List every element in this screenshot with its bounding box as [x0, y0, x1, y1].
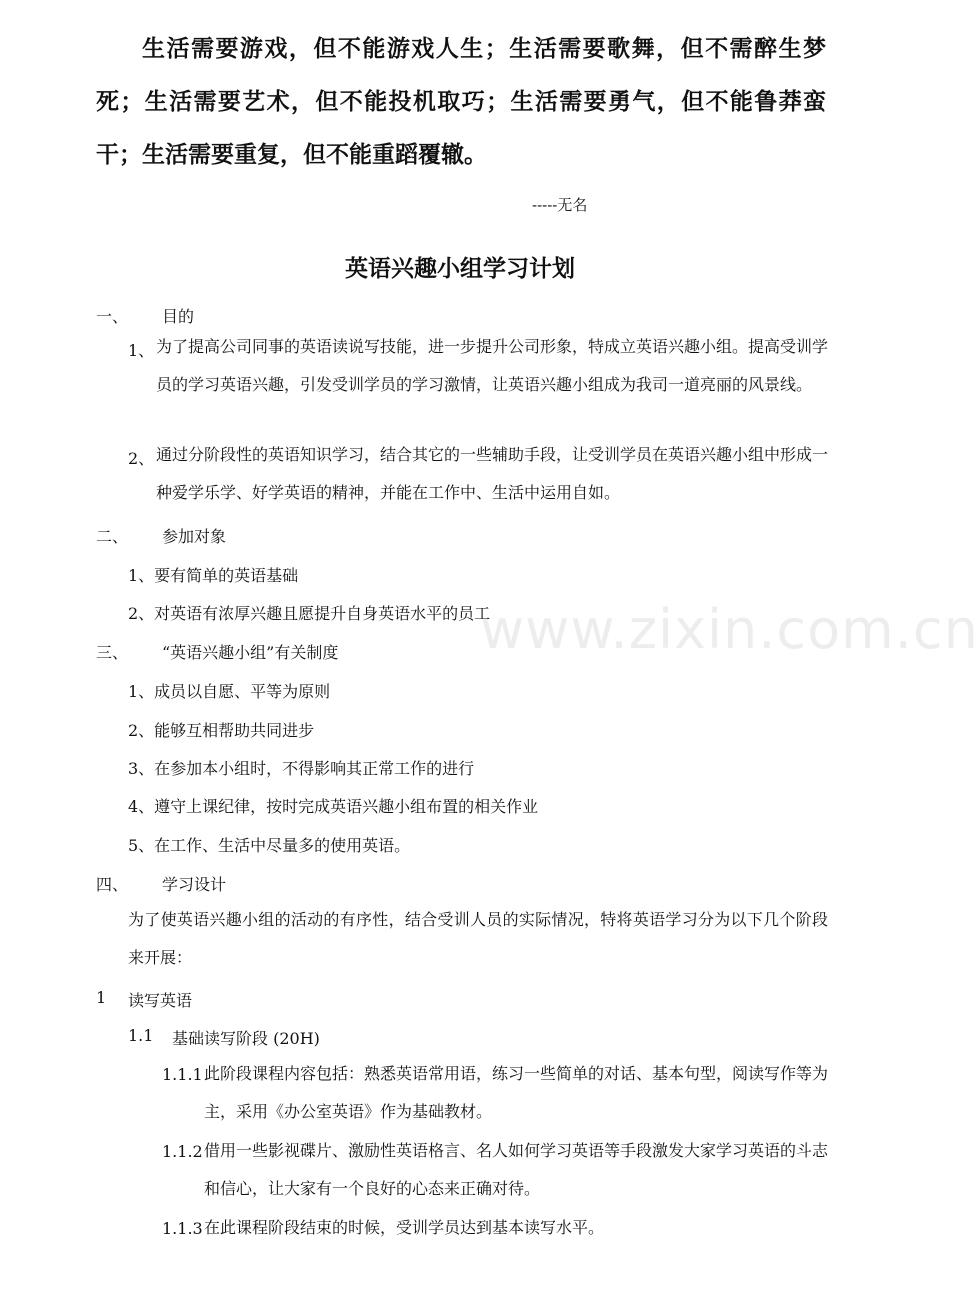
watermark: www.zixin.com.cn [480, 598, 979, 661]
purpose-1-text: 为了提高公司同事的英语读说写技能，进一步提升公司形象，特成立英语兴趣小组。提高受训学员的学习英语兴趣，引发受训学员的学习激情，让英语兴趣小组成为我司一道亮丽的风景线。 [156, 337, 829, 394]
item-1-1-2-text: 借用一些影视碟片、激励性英语格言、名人如何学习英语等手段激发大家学习英语的斗志和信心，让大家有一个良好的心态来正确对待。 [204, 1141, 829, 1198]
section-1-number: 一、 [96, 307, 129, 326]
item-1-1-3-text: 在此课程阶段结束的时候，受训学员达到基本读写水平。 [204, 1218, 605, 1237]
section-3-heading: “英语兴趣小组”有关制度 [162, 643, 339, 662]
section-4-number: 四、 [96, 875, 129, 894]
purpose-2-text: 通过分阶段性的英语知识学习，结合其它的一些辅助手段，让受训学员在英语兴趣小组中形成一种爱学乐学、好学英语的精神，并能在工作中、生活中运用自如。 [156, 445, 829, 502]
epigraph-quote: 生活需要游戏，但不能游戏人生；生活需要歌舞，但不需醉生梦死；生活需要艺术，但不能投机取巧；生活需要勇气，但不能鲁莽蛮干；生活需要重复，但不能重蹈覆辙。 [96, 35, 826, 168]
rule-item: 5、在工作、生活中尽量多的使用英语。 [128, 836, 411, 855]
item-1-1-1-number: 1.1.1 [162, 1065, 203, 1084]
item-1-1-2-number: 1.1.2 [162, 1142, 203, 1161]
section-2-number: 二、 [96, 527, 129, 546]
epigraph-author: -----无名 [532, 196, 588, 214]
rule-item: 1、成员以自愿、平等为原则 [128, 682, 331, 701]
purpose-1-number: 1、 [128, 341, 155, 360]
stage-1-1-heading: 基础读写阶段 (20H) [172, 1029, 320, 1048]
participant-item: 2、对英语有浓厚兴趣且愿提升自身英语水平的员工 [128, 604, 491, 623]
participant-item: 1、要有简单的英语基础 [128, 566, 299, 585]
purpose-2-number: 2、 [128, 449, 155, 468]
item-1-1-1-text: 此阶段课程内容包括：熟悉英语常用语，练习一些简单的对话、基本句型，阅读写作等为主，采用《办公室英语》作为基础教材。 [204, 1064, 829, 1121]
rule-item: 2、能够互相帮助共同进步 [128, 721, 315, 740]
section-3-number: 三、 [96, 643, 129, 662]
section-1-heading: 目的 [162, 307, 195, 326]
part-1-number: 1 [96, 988, 107, 1007]
document-title: 英语兴趣小组学习计划 [345, 255, 575, 282]
rule-item: 3、在参加本小组时，不得影响其正常工作的进行 [128, 759, 475, 778]
stage-1-1-number: 1.1 [128, 1026, 154, 1045]
design-intro: 为了使英语兴趣小组的活动的有序性，结合受训人员的实际情况，特将英语学习分为以下几个阶段来开展： [128, 910, 828, 967]
item-1-1-3-number: 1.1.3 [162, 1219, 203, 1238]
section-4-heading: 学习设计 [162, 875, 227, 894]
rule-item: 4、遵守上课纪律，按时完成英语兴趣小组布置的相关作业 [128, 797, 539, 816]
part-1-heading: 读写英语 [128, 991, 193, 1010]
section-2-heading: 参加对象 [162, 527, 227, 546]
